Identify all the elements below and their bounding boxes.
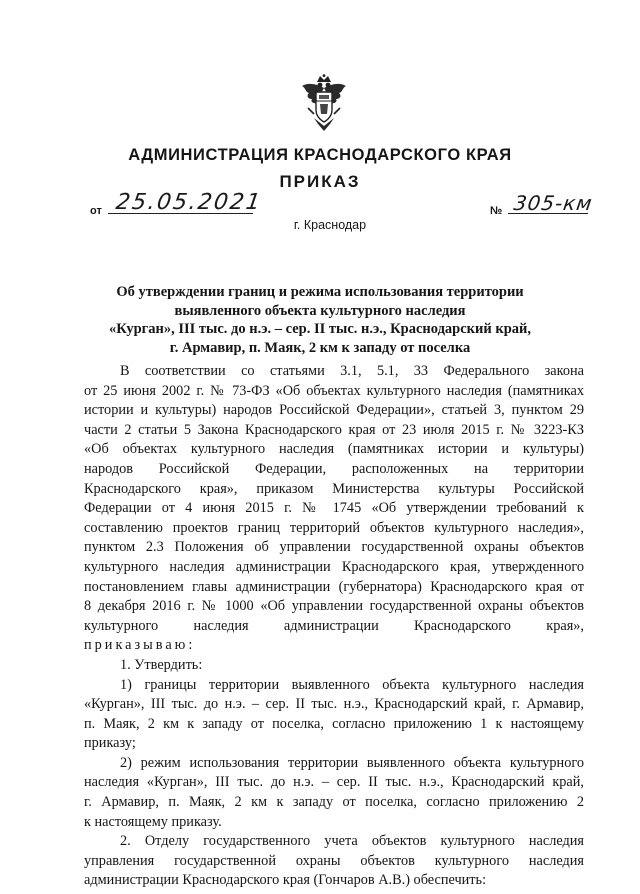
body-line: В соответствии со статьями 3.1, 5.1, 33 Федерального закона xyxy=(120,363,584,379)
body-line: Краснодарского края», приказом Министерства культуры Российской xyxy=(84,480,584,497)
body-line: составлению проектов границ территорий объектов культурного наследия», xyxy=(84,519,584,536)
organization-name: АДМИНИСТРАЦИЯ КРАСНОДАРСКОГО КРАЯ xyxy=(128,146,512,164)
body-line: г. Армавир, п. Маяк, 2 км к западу от поселка, согласно приложению 2 xyxy=(84,794,584,811)
body-line: пунктом 2.3 Положения об управлении государственной охраны объектов xyxy=(84,539,584,556)
body-line: приказываю: xyxy=(84,637,196,654)
body-line: к настоящему приказу. xyxy=(84,813,222,830)
document-type: ПРИКАЗ xyxy=(279,172,361,191)
handwritten-date: 25.05.2021 xyxy=(114,190,264,215)
body-line: 2) режим использования территории выявленного объекта культурного xyxy=(120,754,584,771)
document-body xyxy=(84,362,584,891)
body-line: постановлением главы администрации (губернатора) Краснодарского края от xyxy=(84,578,584,595)
body-line: Федерации от 4 июня 2015 г. № 1745 «Об утверждении требований к xyxy=(84,500,584,517)
body-line: «Курган», III тыс. до н.э. – сер. II тыс. н.э., Краснодарский край, г. Армавир, xyxy=(84,696,584,713)
date-label: от xyxy=(90,205,102,217)
document-title xyxy=(100,283,540,357)
body-line: приказу; xyxy=(84,735,136,752)
body-line: 1. Утвердить: xyxy=(120,656,203,673)
body-line: п. Маяк, 2 км к западу от поселка, согласно приложению 1 к настоящему xyxy=(84,715,584,732)
body-line: народов Российской Федерации, расположенных на территории xyxy=(84,460,584,477)
body-line: 1) границы территории выявленного объекта культурного наследия xyxy=(120,676,584,693)
body-line: администрации Краснодарского края (Гончаров А.В.) обеспечить: xyxy=(84,872,487,889)
coat-of-arms-icon xyxy=(300,74,348,132)
body-line: «Об объектах культурного наследия (памятниках истории и культуры) xyxy=(84,441,584,458)
body-line: управления государственной охраны объектов культурного наследия xyxy=(84,852,584,869)
body-line: культурного наследия администрации Краснодарского края, утвержденного xyxy=(84,558,584,575)
number-label: № xyxy=(490,205,503,217)
body-line: части 2 статьи 5 Закона Краснодарского края от 23 июля 2015 г. № 3223-КЗ xyxy=(84,421,584,438)
handwritten-number: 305-км xyxy=(512,191,595,215)
title-line: «Курган», III тыс. до н.э. – сер. II тыс. н.э., Краснодарский край, xyxy=(108,321,532,337)
body-line: 2. Отделу государственного учета объектов культурного наследия xyxy=(120,833,584,850)
body-line: 8 декабря 2016 г. № 1000 «Об управлении государственной охраны объектов xyxy=(84,598,584,615)
body-line: наследия «Курган», III тыс. до н.э. – сер. II тыс. н.э., Краснодарский край, xyxy=(84,774,584,791)
body-line: от 25 июня 2002 г. № 73-ФЗ «Об объектах культурного наследия (памятниках xyxy=(84,382,584,399)
city: г. Краснодар xyxy=(293,218,367,232)
body-line: культурного наследия администрации Краснодарского края», xyxy=(84,617,584,634)
body-line: истории и культуры) народов Российской Федерации», статьей 3, пунктом 29 xyxy=(84,402,584,419)
title-line: Об утверждении границ и режима использования территории xyxy=(116,284,524,300)
title-line: выявленного объекта культурного наследия xyxy=(174,302,466,319)
title-line: г. Армавир, п. Маяк, 2 км к западу от поселка xyxy=(169,339,471,356)
